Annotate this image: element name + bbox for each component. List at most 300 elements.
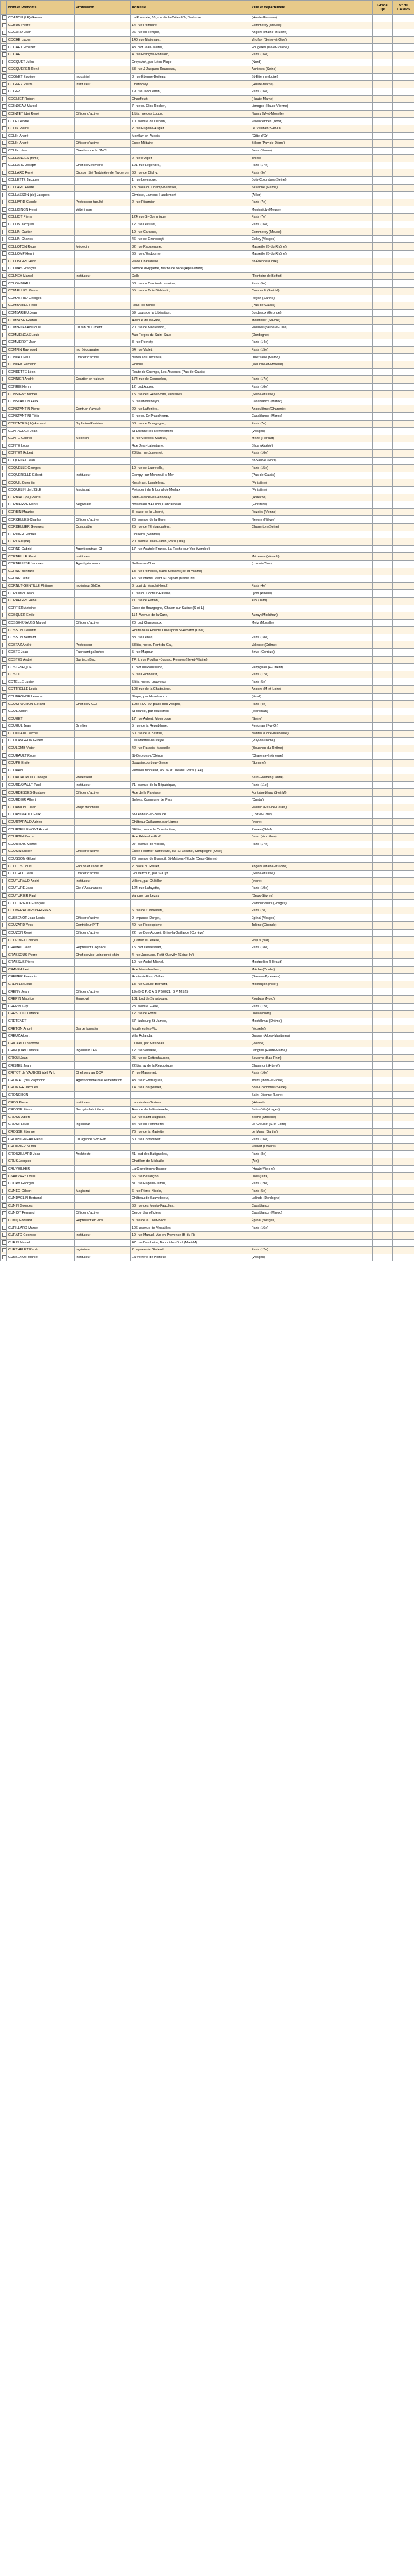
row-checkbox[interactable] [2, 45, 6, 50]
table-row[interactable] [1, 914, 414, 922]
table-row[interactable] [1, 1099, 414, 1107]
table-row[interactable] [1, 759, 414, 767]
row-checkbox[interactable] [2, 1041, 6, 1046]
row-checkbox[interactable] [2, 790, 6, 795]
table-row[interactable] [1, 1254, 414, 1261]
header-grade[interactable]: Grade Dpt [373, 1, 393, 15]
row-checkbox[interactable] [2, 178, 6, 182]
row-checkbox[interactable] [2, 487, 6, 492]
table-row[interactable] [1, 863, 414, 871]
table-row[interactable] [1, 796, 414, 804]
table-row[interactable] [1, 221, 414, 228]
table-row[interactable] [1, 1210, 414, 1217]
table-row[interactable] [1, 995, 414, 1003]
row-checkbox[interactable] [2, 702, 6, 706]
row-checkbox[interactable] [2, 1004, 6, 1009]
row-checkbox[interactable] [2, 288, 6, 293]
row-checkbox[interactable] [2, 274, 6, 278]
row-checkbox[interactable] [2, 672, 6, 676]
table-row[interactable] [1, 95, 414, 103]
row-checkbox[interactable] [2, 1026, 6, 1031]
row-checkbox[interactable] [2, 1159, 6, 1163]
table-row[interactable] [1, 656, 414, 664]
row-checkbox[interactable] [2, 370, 6, 374]
row-checkbox[interactable] [2, 1226, 6, 1230]
row-checkbox[interactable] [2, 244, 6, 249]
row-checkbox[interactable] [2, 694, 6, 699]
table-row[interactable] [1, 1224, 414, 1232]
table-row[interactable] [1, 686, 414, 694]
table-row[interactable] [1, 605, 414, 612]
table-row[interactable] [1, 1032, 414, 1040]
row-checkbox[interactable] [2, 584, 6, 588]
table-row[interactable] [1, 545, 414, 553]
row-checkbox[interactable] [2, 31, 6, 35]
table-row[interactable] [1, 368, 414, 376]
row-checkbox[interactable] [2, 997, 6, 1001]
row-checkbox[interactable] [2, 916, 6, 920]
table-row[interactable] [1, 951, 414, 959]
table-row[interactable] [1, 1069, 414, 1077]
table-row[interactable] [1, 715, 414, 723]
table-row[interactable] [1, 1062, 414, 1070]
row-checkbox[interactable] [2, 953, 6, 957]
table-row[interactable] [1, 767, 414, 774]
row-checkbox[interactable] [2, 407, 6, 411]
row-checkbox[interactable] [2, 148, 6, 153]
row-checkbox[interactable] [2, 340, 6, 345]
row-checkbox[interactable] [2, 938, 6, 942]
row-checkbox[interactable] [2, 134, 6, 138]
table-row[interactable] [1, 811, 414, 819]
row-checkbox[interactable] [2, 598, 6, 603]
table-row[interactable] [1, 1025, 414, 1033]
row-checkbox[interactable] [2, 89, 6, 94]
row-checkbox[interactable] [2, 864, 6, 869]
row-checkbox[interactable] [2, 724, 6, 728]
table-row[interactable] [1, 1180, 414, 1187]
table-row[interactable] [1, 1091, 414, 1099]
table-row[interactable] [1, 745, 414, 752]
table-row[interactable] [1, 508, 414, 516]
row-checkbox[interactable] [2, 1233, 6, 1237]
header-city[interactable]: Ville et département [250, 1, 373, 15]
table-row[interactable] [1, 885, 414, 893]
row-checkbox[interactable] [2, 1130, 6, 1134]
row-checkbox[interactable] [2, 768, 6, 773]
row-checkbox[interactable] [2, 52, 6, 57]
row-checkbox[interactable] [2, 392, 6, 396]
table-row[interactable] [1, 1136, 414, 1144]
table-row[interactable] [1, 88, 414, 95]
row-checkbox[interactable] [2, 1211, 6, 1215]
row-checkbox[interactable] [2, 429, 6, 433]
row-checkbox[interactable] [2, 362, 6, 367]
row-checkbox[interactable] [2, 296, 6, 300]
row-checkbox[interactable] [2, 635, 6, 640]
table-row[interactable] [1, 1231, 414, 1239]
table-row[interactable] [1, 781, 414, 789]
row-checkbox[interactable] [2, 709, 6, 713]
table-row[interactable] [1, 1173, 414, 1180]
table-row[interactable] [1, 472, 414, 479]
row-checkbox[interactable] [2, 1056, 6, 1060]
table-row[interactable] [1, 206, 414, 214]
table-row[interactable] [1, 487, 414, 494]
row-checkbox[interactable] [2, 613, 6, 617]
row-checkbox[interactable] [2, 281, 6, 286]
table-row[interactable] [1, 243, 414, 251]
table-row[interactable] [1, 966, 414, 974]
row-checkbox[interactable] [2, 1240, 6, 1245]
table-row[interactable] [1, 1011, 414, 1018]
table-row[interactable] [1, 324, 414, 332]
table-row[interactable] [1, 125, 414, 132]
row-checkbox[interactable] [2, 1152, 6, 1156]
row-checkbox[interactable] [2, 923, 6, 927]
table-row[interactable] [1, 678, 414, 686]
row-checkbox[interactable] [2, 813, 6, 817]
table-row[interactable] [1, 826, 414, 834]
table-row[interactable] [1, 1128, 414, 1136]
row-checkbox[interactable] [2, 421, 6, 426]
table-row[interactable] [1, 516, 414, 524]
table-row[interactable] [1, 405, 414, 413]
row-checkbox[interactable] [2, 259, 6, 263]
table-row[interactable] [1, 723, 414, 731]
row-checkbox[interactable] [2, 503, 6, 507]
row-checkbox[interactable] [2, 82, 6, 87]
row-checkbox[interactable] [2, 1063, 6, 1068]
row-checkbox[interactable] [2, 15, 6, 20]
row-checkbox[interactable] [2, 879, 6, 883]
table-row[interactable] [1, 162, 414, 169]
row-checkbox[interactable] [2, 1115, 6, 1119]
table-row[interactable] [1, 701, 414, 708]
row-checkbox[interactable] [2, 1248, 6, 1252]
table-row[interactable] [1, 383, 414, 391]
table-row[interactable] [1, 140, 414, 148]
table-row[interactable] [1, 649, 414, 657]
row-checkbox[interactable] [2, 384, 6, 389]
table-row[interactable] [1, 398, 414, 405]
row-checkbox[interactable] [2, 554, 6, 559]
row-checkbox[interactable] [2, 967, 6, 972]
row-checkbox[interactable] [2, 510, 6, 514]
row-checkbox[interactable] [2, 687, 6, 691]
table-row[interactable] [1, 1195, 414, 1203]
row-checkbox[interactable] [2, 1085, 6, 1089]
table-row[interactable] [1, 907, 414, 914]
table-row[interactable] [1, 1187, 414, 1195]
table-row[interactable] [1, 892, 414, 900]
table-row[interactable] [1, 929, 414, 937]
row-checkbox[interactable] [2, 126, 6, 130]
row-checkbox[interactable] [2, 436, 6, 440]
table-row[interactable] [1, 575, 414, 583]
table-row[interactable] [1, 841, 414, 848]
table-row[interactable] [1, 641, 414, 649]
row-checkbox[interactable] [2, 185, 6, 190]
table-row[interactable] [1, 110, 414, 118]
table-row[interactable] [1, 523, 414, 531]
row-checkbox[interactable] [2, 1078, 6, 1082]
row-checkbox[interactable] [2, 325, 6, 330]
table-row[interactable] [1, 147, 414, 155]
row-checkbox[interactable] [2, 665, 6, 669]
row-checkbox[interactable] [2, 104, 6, 109]
table-row[interactable] [1, 103, 414, 111]
row-checkbox[interactable] [2, 1049, 6, 1053]
table-row[interactable] [1, 235, 414, 243]
table-row[interactable] [1, 184, 414, 192]
table-row[interactable] [1, 192, 414, 199]
table-row[interactable] [1, 346, 414, 354]
row-checkbox[interactable] [2, 975, 6, 979]
table-row[interactable] [1, 1165, 414, 1173]
table-row[interactable] [1, 1040, 414, 1047]
table-row[interactable] [1, 693, 414, 701]
table-row[interactable] [1, 730, 414, 738]
table-row[interactable] [1, 272, 414, 280]
row-checkbox[interactable] [2, 1107, 6, 1112]
table-row[interactable] [1, 1202, 414, 1210]
table-row[interactable] [1, 959, 414, 967]
row-checkbox[interactable] [2, 444, 6, 448]
row-checkbox[interactable] [2, 783, 6, 787]
header-name[interactable]: Nom et Prénoms [7, 1, 75, 15]
table-row[interactable] [1, 51, 414, 59]
table-row[interactable] [1, 479, 414, 487]
table-row[interactable] [1, 428, 414, 435]
table-row[interactable] [1, 818, 414, 826]
row-checkbox[interactable] [2, 643, 6, 647]
table-row[interactable] [1, 553, 414, 561]
table-row[interactable] [1, 560, 414, 568]
row-checkbox[interactable] [2, 827, 6, 832]
row-checkbox[interactable] [2, 495, 6, 500]
table-row[interactable] [1, 29, 414, 37]
row-checkbox[interactable] [2, 318, 6, 323]
table-row[interactable] [1, 582, 414, 590]
row-checkbox[interactable] [2, 1166, 6, 1171]
table-row[interactable] [1, 22, 414, 29]
row-checkbox[interactable] [2, 871, 6, 876]
table-row[interactable] [1, 118, 414, 125]
header-camps-number[interactable]: N° du CAMPS [393, 1, 414, 15]
row-checkbox[interactable] [2, 1093, 6, 1097]
table-row[interactable] [1, 59, 414, 66]
row-checkbox[interactable] [2, 97, 6, 101]
header-address[interactable]: Adresse [131, 1, 250, 15]
table-row[interactable] [1, 981, 414, 988]
row-checkbox[interactable] [2, 111, 6, 116]
table-row[interactable] [1, 228, 414, 236]
table-row[interactable] [1, 332, 414, 339]
table-row[interactable] [1, 339, 414, 347]
table-row[interactable] [1, 1217, 414, 1224]
table-row[interactable] [1, 568, 414, 575]
table-row[interactable] [1, 435, 414, 442]
table-row[interactable] [1, 465, 414, 472]
table-row[interactable] [1, 738, 414, 745]
row-checkbox[interactable] [2, 739, 6, 743]
table-row[interactable] [1, 944, 414, 951]
table-row[interactable] [1, 413, 414, 421]
table-row[interactable] [1, 708, 414, 715]
row-checkbox[interactable] [2, 731, 6, 736]
row-checkbox[interactable] [2, 347, 6, 352]
table-row[interactable] [1, 619, 414, 627]
table-row[interactable] [1, 612, 414, 620]
row-checkbox[interactable] [2, 805, 6, 809]
row-checkbox[interactable] [2, 561, 6, 566]
row-checkbox[interactable] [2, 717, 6, 721]
table-row[interactable] [1, 671, 414, 678]
row-checkbox[interactable] [2, 650, 6, 654]
row-checkbox[interactable] [2, 458, 6, 463]
table-row[interactable] [1, 1077, 414, 1084]
row-checkbox[interactable] [2, 230, 6, 234]
row-checkbox[interactable] [2, 1070, 6, 1075]
row-checkbox[interactable] [2, 1174, 6, 1179]
row-checkbox[interactable] [2, 214, 6, 219]
row-checkbox[interactable] [2, 171, 6, 175]
row-checkbox[interactable] [2, 237, 6, 241]
row-checkbox[interactable] [2, 849, 6, 853]
row-checkbox[interactable] [2, 886, 6, 890]
row-checkbox[interactable] [2, 222, 6, 227]
table-row[interactable] [1, 169, 414, 177]
row-checkbox[interactable] [2, 311, 6, 315]
table-row[interactable] [1, 66, 414, 74]
row-checkbox[interactable] [2, 1137, 6, 1142]
table-row[interactable] [1, 251, 414, 258]
row-checkbox[interactable] [2, 517, 6, 522]
table-row[interactable] [1, 1106, 414, 1114]
table-row[interactable] [1, 450, 414, 458]
row-checkbox[interactable] [2, 1196, 6, 1200]
row-checkbox[interactable] [2, 960, 6, 964]
row-checkbox[interactable] [2, 333, 6, 337]
table-row[interactable] [1, 302, 414, 310]
row-checkbox[interactable] [2, 901, 6, 906]
row-checkbox[interactable] [2, 480, 6, 485]
table-row[interactable] [1, 634, 414, 641]
row-checkbox[interactable] [2, 1218, 6, 1222]
table-row[interactable] [1, 287, 414, 295]
row-checkbox[interactable] [2, 834, 6, 839]
row-checkbox[interactable] [2, 355, 6, 360]
row-checkbox[interactable] [2, 760, 6, 765]
table-row[interactable] [1, 937, 414, 944]
table-row[interactable] [1, 590, 414, 598]
row-checkbox[interactable] [2, 657, 6, 662]
table-row[interactable] [1, 597, 414, 605]
table-row[interactable] [1, 988, 414, 996]
table-row[interactable] [1, 280, 414, 288]
table-row[interactable] [1, 531, 414, 538]
row-checkbox[interactable] [2, 680, 6, 684]
row-checkbox[interactable] [2, 1255, 6, 1259]
table-row[interactable] [1, 774, 414, 782]
row-checkbox[interactable] [2, 1033, 6, 1038]
table-row[interactable] [1, 494, 414, 501]
row-checkbox[interactable] [2, 577, 6, 581]
row-checkbox[interactable] [2, 60, 6, 64]
table-row[interactable] [1, 15, 414, 22]
table-row[interactable] [1, 1143, 414, 1151]
row-checkbox[interactable] [2, 628, 6, 633]
table-row[interactable] [1, 177, 414, 185]
table-row[interactable] [1, 1114, 414, 1121]
table-row[interactable] [1, 1054, 414, 1062]
table-row[interactable] [1, 1121, 414, 1129]
row-checkbox[interactable] [2, 141, 6, 145]
row-checkbox[interactable] [2, 893, 6, 898]
row-checkbox[interactable] [2, 377, 6, 381]
row-checkbox[interactable] [2, 38, 6, 42]
row-checkbox[interactable] [2, 200, 6, 204]
table-row[interactable] [1, 361, 414, 368]
row-checkbox[interactable] [2, 399, 6, 403]
row-checkbox[interactable] [2, 267, 6, 271]
table-row[interactable] [1, 1003, 414, 1011]
table-row[interactable] [1, 44, 414, 52]
table-row[interactable] [1, 317, 414, 325]
table-row[interactable] [1, 309, 414, 317]
row-checkbox[interactable] [2, 990, 6, 994]
table-row[interactable] [1, 848, 414, 856]
row-checkbox[interactable] [2, 776, 6, 780]
row-checkbox[interactable] [2, 451, 6, 455]
table-row[interactable] [1, 538, 414, 546]
table-row[interactable] [1, 1084, 414, 1092]
row-checkbox[interactable] [2, 1189, 6, 1193]
table-row[interactable] [1, 664, 414, 671]
row-checkbox[interactable] [2, 163, 6, 167]
table-row[interactable] [1, 132, 414, 140]
table-row[interactable] [1, 420, 414, 428]
table-row[interactable] [1, 974, 414, 981]
row-checkbox[interactable] [2, 982, 6, 986]
row-checkbox[interactable] [2, 1100, 6, 1105]
table-row[interactable] [1, 752, 414, 760]
row-checkbox[interactable] [2, 746, 6, 750]
table-row[interactable] [1, 1018, 414, 1025]
row-checkbox[interactable] [2, 1012, 6, 1016]
row-checkbox[interactable] [2, 532, 6, 536]
row-checkbox[interactable] [2, 797, 6, 802]
row-checkbox[interactable] [2, 842, 6, 846]
table-row[interactable] [1, 1239, 414, 1247]
row-checkbox[interactable] [2, 908, 6, 913]
table-row[interactable] [1, 155, 414, 162]
row-checkbox[interactable] [2, 606, 6, 610]
row-checkbox[interactable] [2, 857, 6, 861]
table-row[interactable] [1, 81, 414, 88]
row-checkbox[interactable] [2, 304, 6, 308]
table-row[interactable] [1, 900, 414, 907]
row-checkbox[interactable] [2, 1122, 6, 1126]
table-row[interactable] [1, 442, 414, 450]
row-checkbox[interactable] [2, 74, 6, 79]
row-checkbox[interactable] [2, 569, 6, 573]
table-row[interactable] [1, 376, 414, 384]
table-row[interactable] [1, 214, 414, 221]
row-checkbox[interactable] [2, 1019, 6, 1023]
table-row[interactable] [1, 1151, 414, 1158]
